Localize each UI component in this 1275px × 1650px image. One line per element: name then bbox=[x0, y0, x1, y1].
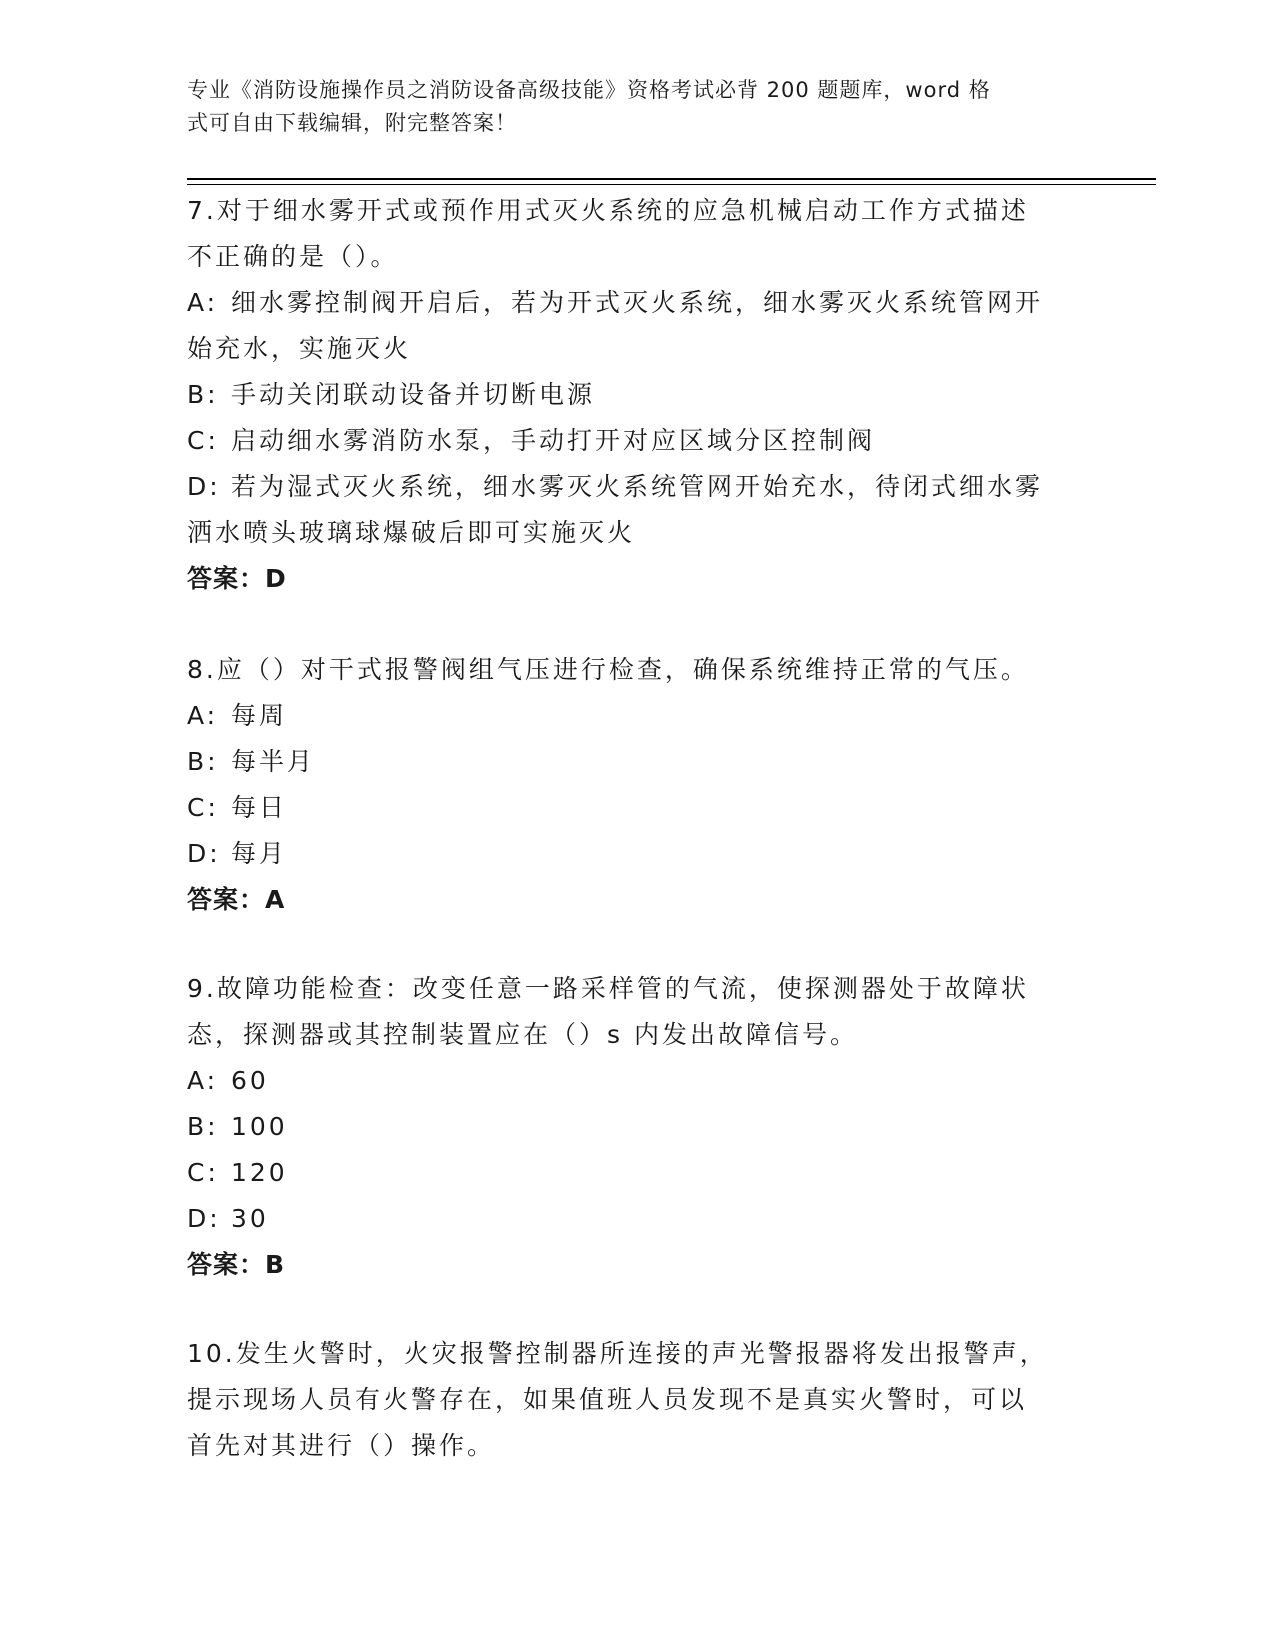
header-line-2: 式可自由下载编辑，附完整答案！ bbox=[187, 111, 517, 135]
option-text: 每日 bbox=[231, 793, 288, 822]
question-stem-line: 10.发生火警时，火灾报警控制器所连接的声光警报器将发出报警声， bbox=[187, 1339, 1048, 1368]
option-b bbox=[187, 1104, 1077, 1150]
option-c bbox=[187, 1150, 1077, 1196]
option-text: 每月 bbox=[231, 839, 288, 868]
option-key: A: bbox=[187, 1066, 219, 1095]
question-stem-line: 8.应（）对干式报警阀组气压进行检查，确保系统维持正常的气压。 bbox=[187, 655, 1029, 684]
option-key: B: bbox=[187, 1112, 219, 1141]
question-stem-line: 7.对于细水雾开式或预作用式灭火系统的应急机械启动工作方式描述 bbox=[187, 196, 1029, 225]
option-text: 启动细水雾消防水泵，手动打开对应区域分区控制阀 bbox=[231, 426, 876, 455]
option-text: 每半月 bbox=[231, 747, 316, 776]
option-key: B: bbox=[187, 380, 219, 409]
option-text: 若为湿式灭火系统，细水雾灭火系统管网开始充水，待闭式细水雾 bbox=[231, 472, 1044, 501]
header-line-1: 专业《消防设施操作员之消防设备高级技能》资格考试必背 200 题题库，word 格 bbox=[187, 78, 991, 102]
option-c bbox=[187, 418, 1077, 464]
option-text: 细水雾控制阀开启后，若为开式灭火系统，细水雾灭火系统管网开 bbox=[231, 288, 1044, 317]
option-a-continued: 始充水，实施灭火 bbox=[187, 334, 412, 363]
question-stem-line: 态，探测器或其控制装置应在（）s 内发出故障信号。 bbox=[187, 1020, 858, 1049]
question-stem-line: 提示现场人员有火警存在，如果值班人员发现不是真实火警时，可以 bbox=[187, 1385, 1028, 1414]
option-b bbox=[187, 739, 1077, 785]
option-text: 60 bbox=[231, 1066, 269, 1095]
option-a bbox=[187, 693, 1077, 739]
answer-label: 答案：B bbox=[187, 1250, 286, 1279]
option-key: D: bbox=[187, 472, 221, 501]
option-a bbox=[187, 1058, 1077, 1104]
option-text: 30 bbox=[231, 1204, 269, 1233]
option-key: C: bbox=[187, 426, 219, 455]
option-text: 每周 bbox=[231, 701, 288, 730]
option-b bbox=[187, 372, 1077, 418]
question-9 bbox=[187, 966, 1077, 1288]
header-rule-thin bbox=[187, 184, 1156, 185]
option-d-continued: 洒水喷头玻璃球爆破后即可实施灭火 bbox=[187, 518, 636, 547]
answer-label: 答案：A bbox=[187, 885, 286, 914]
option-a bbox=[187, 280, 1077, 326]
question-8 bbox=[187, 647, 1077, 923]
option-text: 手动关闭联动设备并切断电源 bbox=[231, 380, 596, 409]
option-key: B: bbox=[187, 747, 219, 776]
option-d bbox=[187, 464, 1077, 510]
question-stem-line: 首先对其进行（）操作。 bbox=[187, 1431, 496, 1460]
header-rule-thick bbox=[187, 178, 1156, 180]
option-key: A: bbox=[187, 288, 219, 317]
question-7 bbox=[187, 188, 1077, 602]
option-d bbox=[187, 1196, 1077, 1242]
option-key: C: bbox=[187, 793, 219, 822]
answer-label: 答案：D bbox=[187, 564, 287, 593]
question-10 bbox=[187, 1331, 1077, 1469]
option-text: 100 bbox=[231, 1112, 288, 1141]
question-stem-line: 9.故障功能检查：改变任意一路采样管的气流，使探测器处于故障状 bbox=[187, 974, 1029, 1003]
option-c bbox=[187, 785, 1077, 831]
document-header bbox=[187, 74, 1067, 140]
option-key: D: bbox=[187, 839, 221, 868]
option-key: C: bbox=[187, 1158, 219, 1187]
option-key: A: bbox=[187, 701, 219, 730]
question-stem-line: 不正确的是（）。 bbox=[187, 242, 399, 271]
option-key: D: bbox=[187, 1204, 221, 1233]
option-d bbox=[187, 831, 1077, 877]
option-text: 120 bbox=[231, 1158, 288, 1187]
